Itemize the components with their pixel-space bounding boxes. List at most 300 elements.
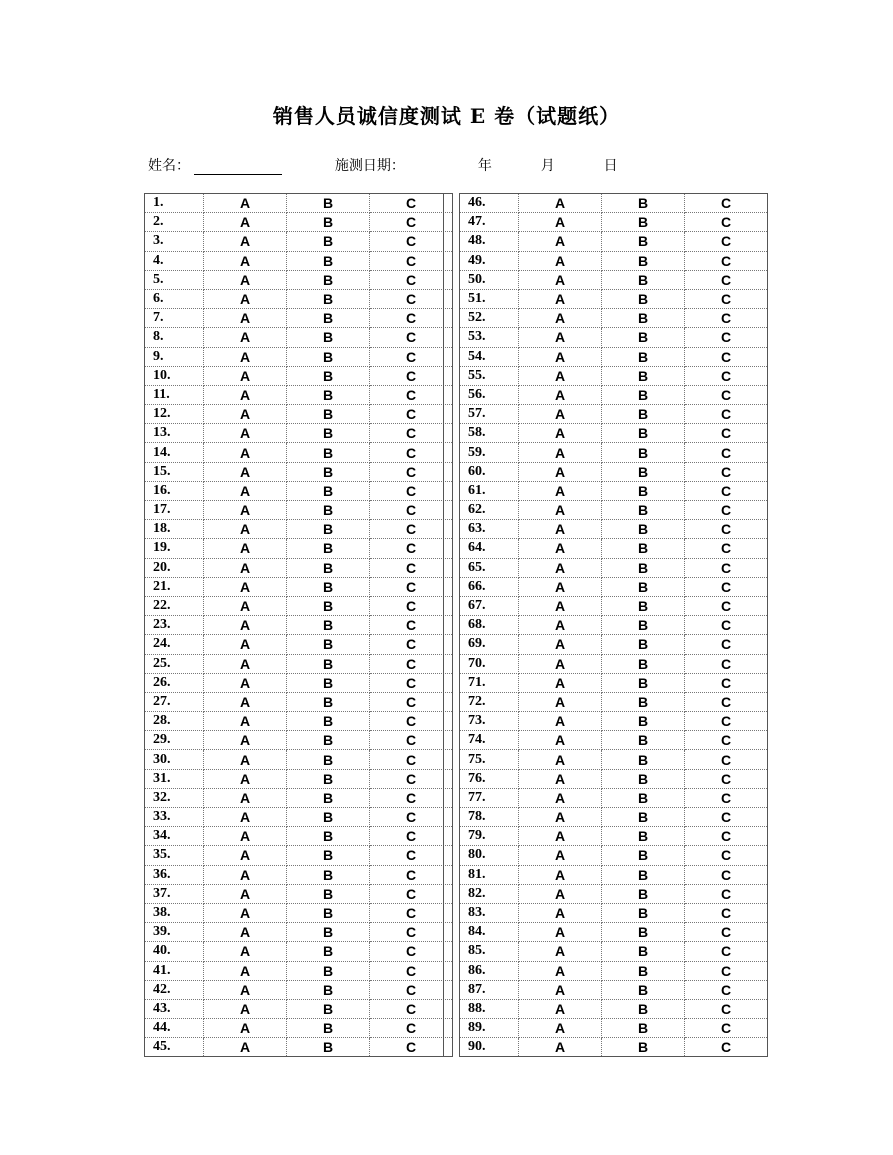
answer-option[interactable]: B bbox=[287, 884, 370, 903]
answer-option[interactable]: B bbox=[602, 232, 685, 251]
answer-option[interactable]: C bbox=[370, 712, 453, 731]
answer-option[interactable]: B bbox=[602, 769, 685, 788]
answer-option[interactable]: A bbox=[519, 194, 602, 213]
question-number: 10. bbox=[145, 366, 204, 385]
answer-option[interactable]: A bbox=[519, 788, 602, 807]
answer-option[interactable]: B bbox=[602, 654, 685, 673]
answer-option[interactable]: B bbox=[602, 961, 685, 980]
answer-option[interactable]: C bbox=[685, 232, 768, 251]
answer-option[interactable]: B bbox=[602, 289, 685, 308]
answer-option[interactable]: C bbox=[685, 328, 768, 347]
answer-option[interactable]: B bbox=[287, 769, 370, 788]
answer-option[interactable]: C bbox=[685, 999, 768, 1018]
answer-option[interactable]: B bbox=[602, 596, 685, 615]
answer-option[interactable]: A bbox=[519, 385, 602, 404]
answer-option[interactable]: C bbox=[370, 462, 453, 481]
question-number: 67. bbox=[460, 596, 519, 615]
year-label: 年 bbox=[477, 158, 492, 174]
question-number: 61. bbox=[460, 481, 519, 500]
answer-option[interactable]: A bbox=[519, 462, 602, 481]
answer-option[interactable]: A bbox=[519, 712, 602, 731]
answer-option[interactable]: B bbox=[287, 405, 370, 424]
answer-option[interactable]: B bbox=[287, 961, 370, 980]
answer-option[interactable]: C bbox=[685, 443, 768, 462]
answer-option[interactable]: B bbox=[287, 923, 370, 942]
answer-option[interactable]: B bbox=[602, 712, 685, 731]
question-number: 30. bbox=[145, 750, 204, 769]
answer-option[interactable]: A bbox=[519, 808, 602, 827]
answer-option[interactable]: C bbox=[685, 654, 768, 673]
answer-option[interactable]: A bbox=[204, 462, 287, 481]
answer-option[interactable]: B bbox=[287, 635, 370, 654]
answer-option[interactable]: B bbox=[287, 558, 370, 577]
answer-option[interactable]: A bbox=[519, 673, 602, 692]
answer-option[interactable]: C bbox=[370, 999, 453, 1018]
answer-option[interactable]: B bbox=[602, 309, 685, 328]
answer-option[interactable]: A bbox=[204, 520, 287, 539]
answer-option[interactable]: A bbox=[204, 289, 287, 308]
answer-option[interactable]: A bbox=[204, 251, 287, 270]
answer-option[interactable]: A bbox=[519, 520, 602, 539]
answer-option[interactable]: C bbox=[685, 577, 768, 596]
answer-option[interactable]: C bbox=[370, 520, 453, 539]
answer-option[interactable]: C bbox=[685, 501, 768, 520]
answer-option[interactable]: C bbox=[370, 596, 453, 615]
answer-option[interactable]: C bbox=[685, 942, 768, 961]
answer-option[interactable]: A bbox=[204, 750, 287, 769]
answer-option[interactable]: C bbox=[370, 846, 453, 865]
day-label: 日 bbox=[603, 158, 618, 174]
answer-option[interactable]: A bbox=[519, 884, 602, 903]
question-number: 70. bbox=[460, 654, 519, 673]
question-number: 16. bbox=[145, 481, 204, 500]
answer-option[interactable]: B bbox=[602, 328, 685, 347]
answer-option[interactable]: C bbox=[370, 788, 453, 807]
answer-option[interactable]: C bbox=[685, 462, 768, 481]
answer-option[interactable]: C bbox=[370, 481, 453, 500]
answer-option[interactable]: C bbox=[685, 347, 768, 366]
answer-option[interactable]: A bbox=[519, 692, 602, 711]
answer-option[interactable]: A bbox=[204, 923, 287, 942]
answer-option[interactable]: C bbox=[685, 270, 768, 289]
answer-option[interactable]: B bbox=[602, 347, 685, 366]
answer-option[interactable]: C bbox=[685, 846, 768, 865]
answer-option[interactable]: B bbox=[602, 194, 685, 213]
answer-option[interactable]: A bbox=[204, 846, 287, 865]
answer-option[interactable]: A bbox=[204, 980, 287, 999]
answer-option[interactable]: B bbox=[602, 903, 685, 922]
answer-option[interactable]: B bbox=[287, 616, 370, 635]
answer-option[interactable]: C bbox=[370, 865, 453, 884]
question-number: 7. bbox=[145, 309, 204, 328]
answer-option[interactable]: B bbox=[287, 827, 370, 846]
answer-option[interactable]: B bbox=[602, 884, 685, 903]
answer-option[interactable]: B bbox=[287, 577, 370, 596]
answer-option[interactable]: B bbox=[287, 846, 370, 865]
answer-option[interactable]: B bbox=[287, 596, 370, 615]
answer-option[interactable]: B bbox=[287, 366, 370, 385]
answer-option[interactable]: C bbox=[685, 520, 768, 539]
answer-option[interactable]: C bbox=[370, 808, 453, 827]
answer-option[interactable]: C bbox=[685, 289, 768, 308]
answer-option[interactable]: B bbox=[602, 616, 685, 635]
answer-option[interactable]: A bbox=[204, 366, 287, 385]
answer-option[interactable]: C bbox=[370, 692, 453, 711]
answer-option[interactable]: C bbox=[370, 270, 453, 289]
answer-option[interactable]: A bbox=[204, 827, 287, 846]
answer-option[interactable]: C bbox=[685, 251, 768, 270]
answer-option[interactable]: B bbox=[287, 443, 370, 462]
answer-option[interactable]: A bbox=[519, 328, 602, 347]
answer-option[interactable]: C bbox=[370, 635, 453, 654]
answer-option[interactable]: B bbox=[287, 980, 370, 999]
answer-option[interactable]: A bbox=[519, 289, 602, 308]
answer-option[interactable]: C bbox=[370, 347, 453, 366]
answer-option[interactable]: C bbox=[370, 309, 453, 328]
answer-option[interactable]: A bbox=[519, 731, 602, 750]
answer-option[interactable]: A bbox=[204, 443, 287, 462]
answer-option[interactable]: B bbox=[602, 980, 685, 999]
answer-option[interactable]: A bbox=[204, 731, 287, 750]
answer-option[interactable]: B bbox=[602, 270, 685, 289]
answer-option[interactable]: B bbox=[602, 520, 685, 539]
answer-option[interactable]: B bbox=[602, 405, 685, 424]
answer-option[interactable]: C bbox=[685, 539, 768, 558]
answer-option[interactable]: C bbox=[685, 366, 768, 385]
answer-option[interactable]: A bbox=[519, 903, 602, 922]
answer-option[interactable]: A bbox=[204, 213, 287, 232]
answer-option[interactable]: A bbox=[519, 635, 602, 654]
answer-option[interactable]: C bbox=[370, 942, 453, 961]
answer-option[interactable]: A bbox=[519, 961, 602, 980]
answer-option[interactable]: A bbox=[519, 750, 602, 769]
answer-option[interactable]: A bbox=[204, 309, 287, 328]
answer-option[interactable]: B bbox=[602, 251, 685, 270]
answer-option[interactable]: A bbox=[519, 654, 602, 673]
answer-option[interactable]: B bbox=[287, 213, 370, 232]
answer-option[interactable]: B bbox=[287, 942, 370, 961]
question-number: 56. bbox=[460, 385, 519, 404]
answer-option[interactable]: B bbox=[287, 270, 370, 289]
answer-option[interactable]: A bbox=[519, 405, 602, 424]
answer-option[interactable]: C bbox=[685, 903, 768, 922]
answer-option[interactable]: C bbox=[370, 366, 453, 385]
answer-option[interactable]: C bbox=[370, 1038, 453, 1057]
answer-option[interactable]: C bbox=[370, 251, 453, 270]
answer-option[interactable]: A bbox=[519, 865, 602, 884]
answer-row bbox=[460, 884, 768, 903]
answer-option[interactable]: A bbox=[204, 577, 287, 596]
answer-option[interactable]: C bbox=[370, 558, 453, 577]
answer-option[interactable]: B bbox=[602, 577, 685, 596]
answer-option[interactable]: A bbox=[519, 1019, 602, 1038]
answer-option[interactable]: B bbox=[602, 481, 685, 500]
answer-option[interactable]: A bbox=[519, 539, 602, 558]
answer-row bbox=[145, 194, 453, 213]
answer-option[interactable]: B bbox=[287, 462, 370, 481]
answer-option[interactable]: C bbox=[370, 424, 453, 443]
answer-option[interactable]: B bbox=[602, 1038, 685, 1057]
answer-option[interactable]: A bbox=[204, 884, 287, 903]
answer-option[interactable]: C bbox=[685, 865, 768, 884]
answer-option[interactable]: B bbox=[287, 903, 370, 922]
answer-option[interactable]: B bbox=[602, 865, 685, 884]
answer-option[interactable]: A bbox=[204, 405, 287, 424]
answer-option[interactable]: B bbox=[287, 347, 370, 366]
answer-option[interactable]: B bbox=[287, 1019, 370, 1038]
answer-option[interactable]: C bbox=[685, 769, 768, 788]
answer-option[interactable]: B bbox=[287, 865, 370, 884]
answer-option[interactable]: A bbox=[204, 903, 287, 922]
answer-row bbox=[145, 328, 453, 347]
answer-option[interactable]: C bbox=[685, 1038, 768, 1057]
answer-option[interactable]: C bbox=[370, 405, 453, 424]
answer-option[interactable]: C bbox=[685, 616, 768, 635]
answer-option[interactable]: B bbox=[287, 808, 370, 827]
answer-option[interactable]: C bbox=[370, 539, 453, 558]
answer-option[interactable]: B bbox=[287, 539, 370, 558]
answer-option[interactable]: C bbox=[370, 577, 453, 596]
answer-option[interactable]: C bbox=[685, 194, 768, 213]
answer-option[interactable]: C bbox=[685, 309, 768, 328]
answer-option[interactable]: B bbox=[287, 520, 370, 539]
answer-option[interactable]: B bbox=[287, 999, 370, 1018]
answer-option[interactable]: B bbox=[602, 424, 685, 443]
answer-option[interactable]: A bbox=[519, 270, 602, 289]
question-number: 15. bbox=[145, 462, 204, 481]
answer-option[interactable]: A bbox=[204, 328, 287, 347]
answer-option[interactable]: C bbox=[370, 1019, 453, 1038]
answer-option[interactable]: B bbox=[602, 213, 685, 232]
answer-option[interactable]: B bbox=[287, 692, 370, 711]
answer-option[interactable]: A bbox=[519, 846, 602, 865]
answer-option[interactable]: C bbox=[370, 980, 453, 999]
answer-option[interactable]: C bbox=[685, 788, 768, 807]
answer-option[interactable]: A bbox=[204, 194, 287, 213]
answer-option[interactable]: B bbox=[602, 731, 685, 750]
answer-option[interactable]: B bbox=[287, 1038, 370, 1057]
answer-option[interactable]: A bbox=[519, 980, 602, 999]
answer-option[interactable]: A bbox=[204, 999, 287, 1018]
answer-row bbox=[145, 654, 453, 673]
answer-option[interactable]: B bbox=[602, 827, 685, 846]
answer-option[interactable]: A bbox=[519, 616, 602, 635]
answer-option[interactable]: B bbox=[287, 251, 370, 270]
answer-option[interactable]: C bbox=[685, 635, 768, 654]
answer-option[interactable]: A bbox=[519, 558, 602, 577]
answer-option[interactable]: C bbox=[370, 769, 453, 788]
answer-option[interactable]: B bbox=[287, 731, 370, 750]
answer-row bbox=[460, 213, 768, 232]
answer-option[interactable]: A bbox=[519, 827, 602, 846]
answer-option[interactable]: B bbox=[287, 712, 370, 731]
answer-row bbox=[460, 808, 768, 827]
answer-option[interactable]: A bbox=[204, 1038, 287, 1057]
answer-option[interactable]: C bbox=[685, 923, 768, 942]
question-number: 60. bbox=[460, 462, 519, 481]
answer-option[interactable]: B bbox=[602, 501, 685, 520]
answer-option[interactable]: B bbox=[602, 1019, 685, 1038]
answer-option[interactable]: B bbox=[287, 232, 370, 251]
answer-option[interactable]: C bbox=[685, 827, 768, 846]
answer-option[interactable]: B bbox=[287, 788, 370, 807]
answer-option[interactable]: A bbox=[519, 999, 602, 1018]
answer-option[interactable]: A bbox=[519, 923, 602, 942]
answer-option[interactable]: C bbox=[685, 980, 768, 999]
answer-option[interactable]: B bbox=[602, 788, 685, 807]
name-blank[interactable] bbox=[194, 160, 282, 175]
answer-option[interactable]: A bbox=[519, 596, 602, 615]
answer-option[interactable]: C bbox=[685, 596, 768, 615]
answer-option[interactable]: A bbox=[204, 692, 287, 711]
question-number: 39. bbox=[145, 923, 204, 942]
answer-option[interactable]: B bbox=[287, 385, 370, 404]
answer-option[interactable]: A bbox=[204, 769, 287, 788]
answer-option[interactable]: B bbox=[287, 309, 370, 328]
answer-option[interactable]: C bbox=[370, 194, 453, 213]
answer-option[interactable]: A bbox=[519, 347, 602, 366]
answer-option[interactable]: B bbox=[287, 289, 370, 308]
answer-option[interactable]: C bbox=[685, 673, 768, 692]
answer-option[interactable]: A bbox=[204, 596, 287, 615]
answer-option[interactable]: A bbox=[204, 424, 287, 443]
answer-option[interactable]: C bbox=[685, 692, 768, 711]
answer-option[interactable]: A bbox=[519, 443, 602, 462]
answer-option[interactable]: C bbox=[370, 923, 453, 942]
answer-option[interactable]: C bbox=[370, 289, 453, 308]
answer-option[interactable]: B bbox=[602, 558, 685, 577]
answer-option[interactable]: A bbox=[519, 942, 602, 961]
answer-option[interactable]: B bbox=[602, 443, 685, 462]
answer-option[interactable]: A bbox=[204, 865, 287, 884]
answer-option[interactable]: A bbox=[204, 654, 287, 673]
answer-option[interactable]: B bbox=[287, 424, 370, 443]
answer-option[interactable]: C bbox=[370, 673, 453, 692]
answer-option[interactable]: A bbox=[204, 481, 287, 500]
answer-option[interactable]: C bbox=[370, 884, 453, 903]
answer-option[interactable]: A bbox=[204, 558, 287, 577]
answer-option[interactable]: A bbox=[204, 712, 287, 731]
answer-option[interactable]: A bbox=[204, 1019, 287, 1038]
answer-option[interactable]: A bbox=[519, 481, 602, 500]
answer-option[interactable]: A bbox=[519, 213, 602, 232]
answer-option[interactable]: B bbox=[287, 328, 370, 347]
answer-option[interactable]: B bbox=[602, 635, 685, 654]
answer-option[interactable]: C bbox=[685, 1019, 768, 1038]
answer-option[interactable]: A bbox=[519, 424, 602, 443]
answer-option[interactable]: C bbox=[685, 808, 768, 827]
answer-option[interactable]: A bbox=[204, 616, 287, 635]
question-number: 76. bbox=[460, 769, 519, 788]
answer-option[interactable]: A bbox=[204, 942, 287, 961]
answer-option[interactable]: A bbox=[204, 270, 287, 289]
answer-option[interactable]: C bbox=[685, 213, 768, 232]
answer-option[interactable]: A bbox=[204, 539, 287, 558]
answer-option[interactable]: B bbox=[602, 692, 685, 711]
answer-option[interactable]: C bbox=[685, 712, 768, 731]
answer-option[interactable]: A bbox=[204, 808, 287, 827]
answer-option[interactable]: B bbox=[602, 942, 685, 961]
answer-option[interactable]: B bbox=[602, 462, 685, 481]
answer-option[interactable]: C bbox=[685, 385, 768, 404]
answer-option[interactable]: A bbox=[204, 673, 287, 692]
answer-option[interactable]: C bbox=[370, 213, 453, 232]
answer-option[interactable]: C bbox=[370, 328, 453, 347]
answer-option[interactable]: A bbox=[519, 501, 602, 520]
answer-option[interactable]: C bbox=[370, 750, 453, 769]
answer-option[interactable]: B bbox=[602, 846, 685, 865]
question-number: 27. bbox=[145, 692, 204, 711]
answer-option[interactable]: C bbox=[370, 961, 453, 980]
answer-option[interactable]: C bbox=[685, 481, 768, 500]
answer-option[interactable]: B bbox=[287, 750, 370, 769]
answer-option[interactable]: B bbox=[602, 923, 685, 942]
answer-option[interactable]: A bbox=[519, 232, 602, 251]
question-number: 72. bbox=[460, 692, 519, 711]
answer-option[interactable]: B bbox=[602, 673, 685, 692]
answer-option[interactable]: A bbox=[519, 577, 602, 596]
answer-option[interactable]: C bbox=[685, 750, 768, 769]
answer-option[interactable]: A bbox=[519, 309, 602, 328]
answer-row bbox=[145, 232, 453, 251]
answer-option[interactable]: A bbox=[204, 347, 287, 366]
answer-option[interactable]: B bbox=[287, 501, 370, 520]
answer-option[interactable]: C bbox=[370, 501, 453, 520]
answer-option[interactable]: B bbox=[602, 366, 685, 385]
answer-option[interactable]: C bbox=[370, 827, 453, 846]
answer-option[interactable]: A bbox=[204, 635, 287, 654]
answer-option[interactable]: A bbox=[519, 769, 602, 788]
answer-option[interactable]: C bbox=[685, 405, 768, 424]
answer-option[interactable]: A bbox=[204, 788, 287, 807]
answer-row bbox=[145, 846, 453, 865]
answer-option[interactable]: A bbox=[519, 366, 602, 385]
answer-option[interactable]: A bbox=[204, 501, 287, 520]
answer-option[interactable]: B bbox=[602, 539, 685, 558]
answer-option[interactable]: B bbox=[287, 673, 370, 692]
answer-option[interactable]: A bbox=[519, 251, 602, 270]
answer-option[interactable]: A bbox=[204, 232, 287, 251]
answer-option[interactable]: C bbox=[685, 884, 768, 903]
answer-option[interactable]: B bbox=[287, 481, 370, 500]
answer-option[interactable]: C bbox=[370, 232, 453, 251]
answer-option[interactable]: B bbox=[602, 750, 685, 769]
answer-option[interactable]: C bbox=[685, 558, 768, 577]
answer-option[interactable]: C bbox=[685, 424, 768, 443]
answer-option[interactable]: C bbox=[370, 654, 453, 673]
answer-option[interactable]: C bbox=[370, 903, 453, 922]
answer-option[interactable]: C bbox=[685, 731, 768, 750]
answer-option[interactable]: C bbox=[685, 961, 768, 980]
answer-option[interactable]: B bbox=[287, 194, 370, 213]
answer-option[interactable]: B bbox=[602, 999, 685, 1018]
question-number: 2. bbox=[145, 213, 204, 232]
question-number: 28. bbox=[145, 712, 204, 731]
answer-option[interactable]: B bbox=[602, 808, 685, 827]
question-number: 24. bbox=[145, 635, 204, 654]
answer-row bbox=[460, 1038, 768, 1057]
answer-option[interactable]: B bbox=[287, 654, 370, 673]
answer-option[interactable]: C bbox=[370, 616, 453, 635]
answer-option[interactable]: A bbox=[204, 961, 287, 980]
answer-option[interactable]: C bbox=[370, 731, 453, 750]
answer-option[interactable]: B bbox=[602, 385, 685, 404]
answer-option[interactable]: A bbox=[204, 385, 287, 404]
answer-option[interactable]: C bbox=[370, 443, 453, 462]
answer-option[interactable]: C bbox=[370, 385, 453, 404]
answer-option[interactable]: A bbox=[519, 1038, 602, 1057]
answer-row bbox=[460, 577, 768, 596]
